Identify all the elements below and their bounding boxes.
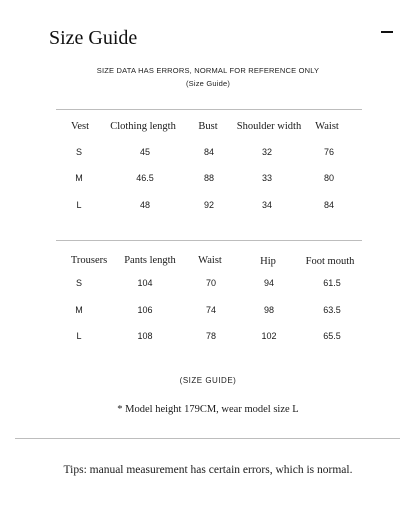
vest-m-waist: 80 <box>323 173 335 183</box>
vest-header-waist: Waist <box>315 121 339 132</box>
minimize-dash-icon <box>381 31 393 33</box>
trousers-s-foot-mouth: 61.5 <box>323 278 341 288</box>
trousers-size-m: M <box>75 305 83 315</box>
vest-size-m: M <box>75 173 83 183</box>
trousers-l-hip: 102 <box>261 331 277 341</box>
vest-l-shoulder-width: 34 <box>261 200 273 210</box>
trousers-header-foot-mouth: Foot mouth <box>305 256 355 267</box>
trousers-s-waist: 70 <box>205 278 217 288</box>
vest-l-waist: 84 <box>323 200 335 210</box>
divider-top <box>56 109 362 110</box>
trousers-l-pants-length: 108 <box>137 331 153 341</box>
vest-s-shoulder-width: 32 <box>261 147 273 157</box>
trousers-l-foot-mouth: 65.5 <box>323 331 341 341</box>
vest-m-bust: 88 <box>203 173 215 183</box>
trousers-header-waist: Waist <box>198 255 222 266</box>
trousers-l-waist: 78 <box>205 331 217 341</box>
trousers-m-foot-mouth: 63.5 <box>323 305 341 315</box>
vest-size-l: L <box>76 200 82 210</box>
trousers-header-hip: Hip <box>260 256 276 267</box>
vest-m-clothing-length: 46.5 <box>136 173 154 183</box>
vest-header-shoulder-width: Shoulder width <box>236 121 302 132</box>
vest-s-waist: 76 <box>323 147 335 157</box>
size-guide-caption: (SIZE GUIDE) <box>179 376 237 385</box>
divider-middle <box>56 240 362 241</box>
vest-l-clothing-length: 48 <box>139 200 151 210</box>
trousers-s-hip: 94 <box>263 278 275 288</box>
vest-size-s: S <box>75 147 83 157</box>
trousers-size-l: L <box>76 331 82 341</box>
divider-bottom <box>15 438 400 439</box>
vest-l-bust: 92 <box>203 200 215 210</box>
vest-s-bust: 84 <box>203 147 215 157</box>
trousers-header-trousers: Trousers <box>70 255 108 266</box>
vest-header-vest: Vest <box>70 121 90 132</box>
reference-notice-subtitle: (Size Guide) <box>185 79 231 88</box>
trousers-m-pants-length: 106 <box>137 305 153 315</box>
trousers-m-hip: 98 <box>263 305 275 315</box>
reference-notice: SIZE DATA HAS ERRORS, NORMAL FOR REFERENCE ONLY <box>96 66 320 75</box>
trousers-size-s: S <box>75 278 83 288</box>
page-title: Size Guide <box>49 27 138 49</box>
trousers-header-pants-length: Pants length <box>124 255 176 266</box>
vest-s-clothing-length: 45 <box>139 147 151 157</box>
trousers-m-waist: 74 <box>205 305 217 315</box>
trousers-s-pants-length: 104 <box>137 278 153 288</box>
model-height-note: * Model height 179CM, wear model size L <box>117 404 299 415</box>
vest-m-shoulder-width: 33 <box>261 173 273 183</box>
vest-header-clothing-length: Clothing length <box>110 121 176 132</box>
measurement-tips: Tips: manual measurement has certain errors, which is normal. <box>63 464 353 476</box>
vest-header-bust: Bust <box>198 121 218 132</box>
